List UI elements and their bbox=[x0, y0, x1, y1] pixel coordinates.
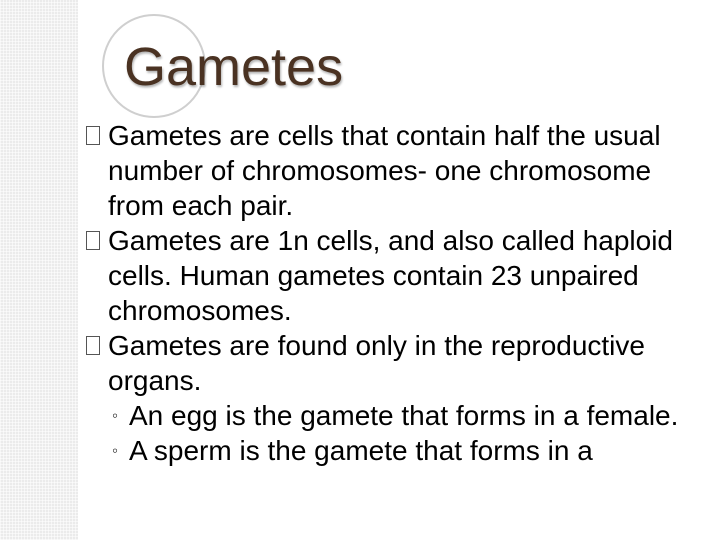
bullet-text: Gametes are 1n cells, and also called haploid cells. Human gametes contain 23 unpaired chromosomes. bbox=[108, 225, 674, 326]
box-bullet-icon bbox=[86, 126, 100, 145]
sub-bullet-text: A sperm is the gamete that forms in a bbox=[129, 435, 593, 466]
box-bullet-icon bbox=[86, 336, 100, 355]
bullet-item bbox=[82, 118, 714, 223]
sub-bullet-item bbox=[82, 398, 714, 433]
sub-bullet-text: An egg is the gamete that forms in a female. bbox=[129, 400, 679, 431]
bullet-item bbox=[82, 328, 714, 398]
bullet-text: Gametes are cells that contain half the usual number of chromosomes- one chromosome from each pair. bbox=[108, 120, 661, 221]
bullet-item bbox=[82, 223, 714, 328]
open-circle-bullet-icon: ◦ bbox=[112, 406, 119, 425]
bullet-text: Gametes are found only in the reproductive organs. bbox=[108, 330, 645, 396]
sub-bullet-item bbox=[82, 433, 714, 468]
box-bullet-icon bbox=[86, 231, 100, 250]
title-area bbox=[102, 14, 382, 118]
slide-title: Gametes bbox=[124, 37, 344, 97]
open-circle-bullet-icon: ◦ bbox=[112, 441, 119, 460]
decorative-side-band bbox=[0, 0, 78, 540]
slide-body bbox=[82, 118, 714, 468]
